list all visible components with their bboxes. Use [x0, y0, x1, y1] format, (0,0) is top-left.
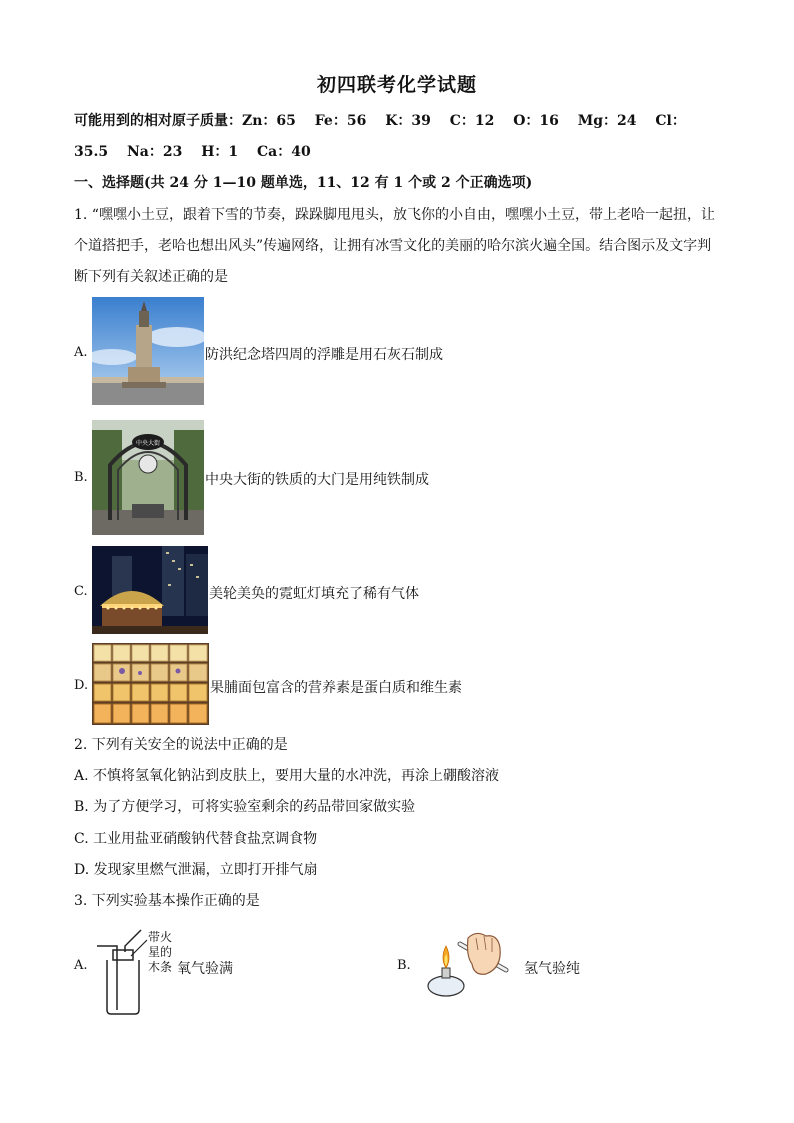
q2-option-b: B. 为了方便学习，可将实验室剩余的药品带回家做实验 [74, 799, 416, 815]
gate-sign-text: 中央大街 [135, 440, 161, 447]
q2-option-c: C. 工业用盐亚硝酸钠代替食盐烹调食物 [74, 831, 318, 847]
q1-option-a-letter: A. [74, 345, 88, 360]
hydrogen-purity-diagram [420, 928, 520, 1002]
splint-annotation-line-3: 木条 [148, 960, 173, 974]
q1-option-a-text: 防洪纪念塔四周的浮雕是用石灰石制成 [205, 347, 443, 363]
q1-option-d-letter: D. [74, 678, 89, 693]
q3-option-a-letter: A. [74, 958, 88, 973]
q2-option-a: A. 不慎将氢氧化钠沾到皮肤上，要用大量的水冲洗，再涂上硼酸溶液 [74, 768, 500, 784]
section-heading: 一、选择题(共 24 分 1—10 题单选，11、12 有 1 个或 2 个正确选项) [74, 175, 533, 191]
q3-option-b-label: 氢气验纯 [524, 961, 580, 977]
atomic-mass-line-2: 35.5 Na：23 H：1 Ca：40 [74, 144, 311, 160]
q2-stem: 2. 下列有关安全的说法中正确的是 [74, 737, 288, 753]
splint-annotation-line-1: 带火 [148, 930, 173, 944]
q1-option-b-text: 中央大街的铁质的大门是用纯铁制成 [205, 472, 429, 488]
q1-stem-line-3: 断下列有关叙述正确的是 [74, 269, 228, 285]
neon-photo [92, 546, 208, 634]
q3-option-b-letter: B. [397, 958, 411, 973]
q1-stem-line-1: 1. “嘿嘿小土豆，跟着下雪的节奏，跺跺脚甩甩头，放飞你的小自由，嘿嘿小土豆，带上老哈一起扭，让 [74, 207, 715, 223]
splint-annotation [148, 930, 176, 975]
bread-photo [92, 643, 209, 725]
splint-annotation-line-2: 星的 [148, 945, 173, 959]
q3-stem: 3. 下列实验基本操作正确的是 [74, 893, 260, 909]
q2-option-d: D. 发现家里燃气泄漏，立即打开排气扇 [74, 862, 318, 878]
q1-option-c-letter: C. [74, 584, 88, 599]
q1-option-b-letter: B. [74, 470, 88, 485]
page-title: 初四联考化学试题 [316, 74, 477, 96]
q1-option-c-text: 美轮美奂的霓虹灯填充了稀有气体 [209, 586, 419, 602]
atomic-mass-line-1: 可能用到的相对原子质量：Zn：65 Fe：56 K：39 C：12 O：16 Mg：24 Cl： [74, 113, 686, 129]
q3-option-a-label: 氧气验满 [177, 961, 233, 977]
gate-photo [92, 420, 204, 535]
monument-photo [92, 297, 204, 405]
q1-stem-line-2: 个道搭把手，老哈也想出风头”传遍网络，让拥有冰雪文化的美丽的哈尔滨火遍全国。结合图示及文字判 [74, 238, 712, 254]
gas-bottle-diagram [95, 926, 150, 1016]
q1-option-d-text: 果脯面包富含的营养素是蛋白质和维生素 [210, 680, 462, 696]
